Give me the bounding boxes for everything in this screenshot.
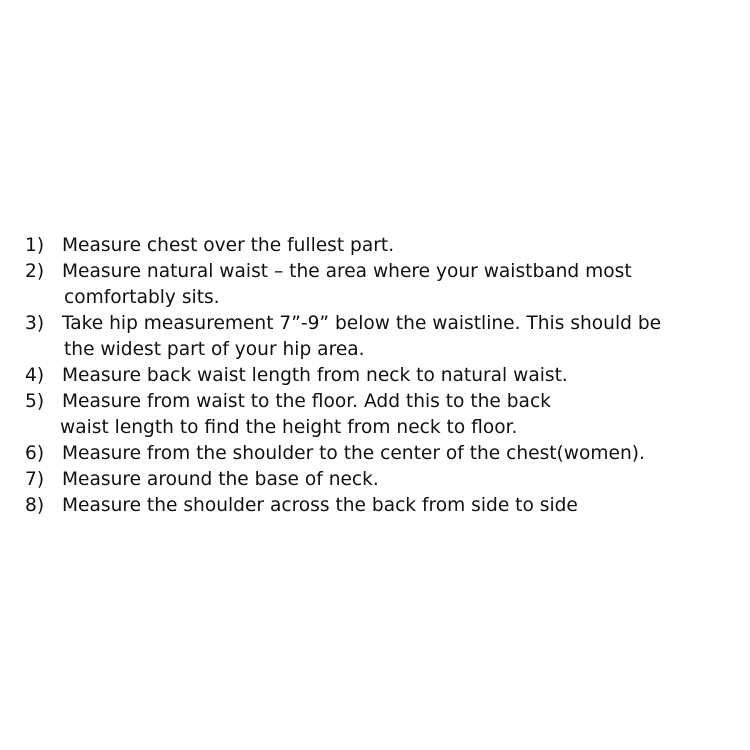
measurement-instructions-list <box>25 233 743 519</box>
item-text: Measure from the shoulder to the center of the chest(women). <box>62 443 645 464</box>
item-number: 6) <box>25 443 45 464</box>
item-text: Measure back waist length from neck to natural waist. <box>62 365 568 386</box>
list-item <box>25 233 743 259</box>
list-item <box>25 363 743 389</box>
item-text-continuation: comfortably sits. <box>64 287 220 308</box>
item-text: Take hip measurement 7”-9” below the waistline. This should be <box>62 313 662 334</box>
item-number: 7) <box>25 469 45 490</box>
item-number: 1) <box>25 235 45 256</box>
item-text-continuation: the widest part of your hip area. <box>64 339 365 360</box>
list-item <box>25 311 743 363</box>
item-text: Measure the shoulder across the back from side to side <box>62 495 578 516</box>
item-text: Measure from waist to the floor. Add this to the back <box>62 391 551 412</box>
item-number: 2) <box>25 261 45 282</box>
item-text: Measure chest over the fullest part. <box>62 235 395 256</box>
item-number: 4) <box>25 365 45 386</box>
list-item <box>25 389 743 441</box>
list-item <box>25 467 743 493</box>
item-number: 8) <box>25 495 45 516</box>
item-text: Measure around the base of neck. <box>62 469 379 490</box>
list-item <box>25 441 743 467</box>
list-item <box>25 493 743 519</box>
item-text: Measure natural waist – the area where your waistband most <box>62 261 632 282</box>
item-number: 3) <box>25 313 45 334</box>
item-text-continuation: waist length to find the height from neck to floor. <box>60 417 518 438</box>
item-number: 5) <box>25 391 45 412</box>
list-item <box>25 259 743 311</box>
